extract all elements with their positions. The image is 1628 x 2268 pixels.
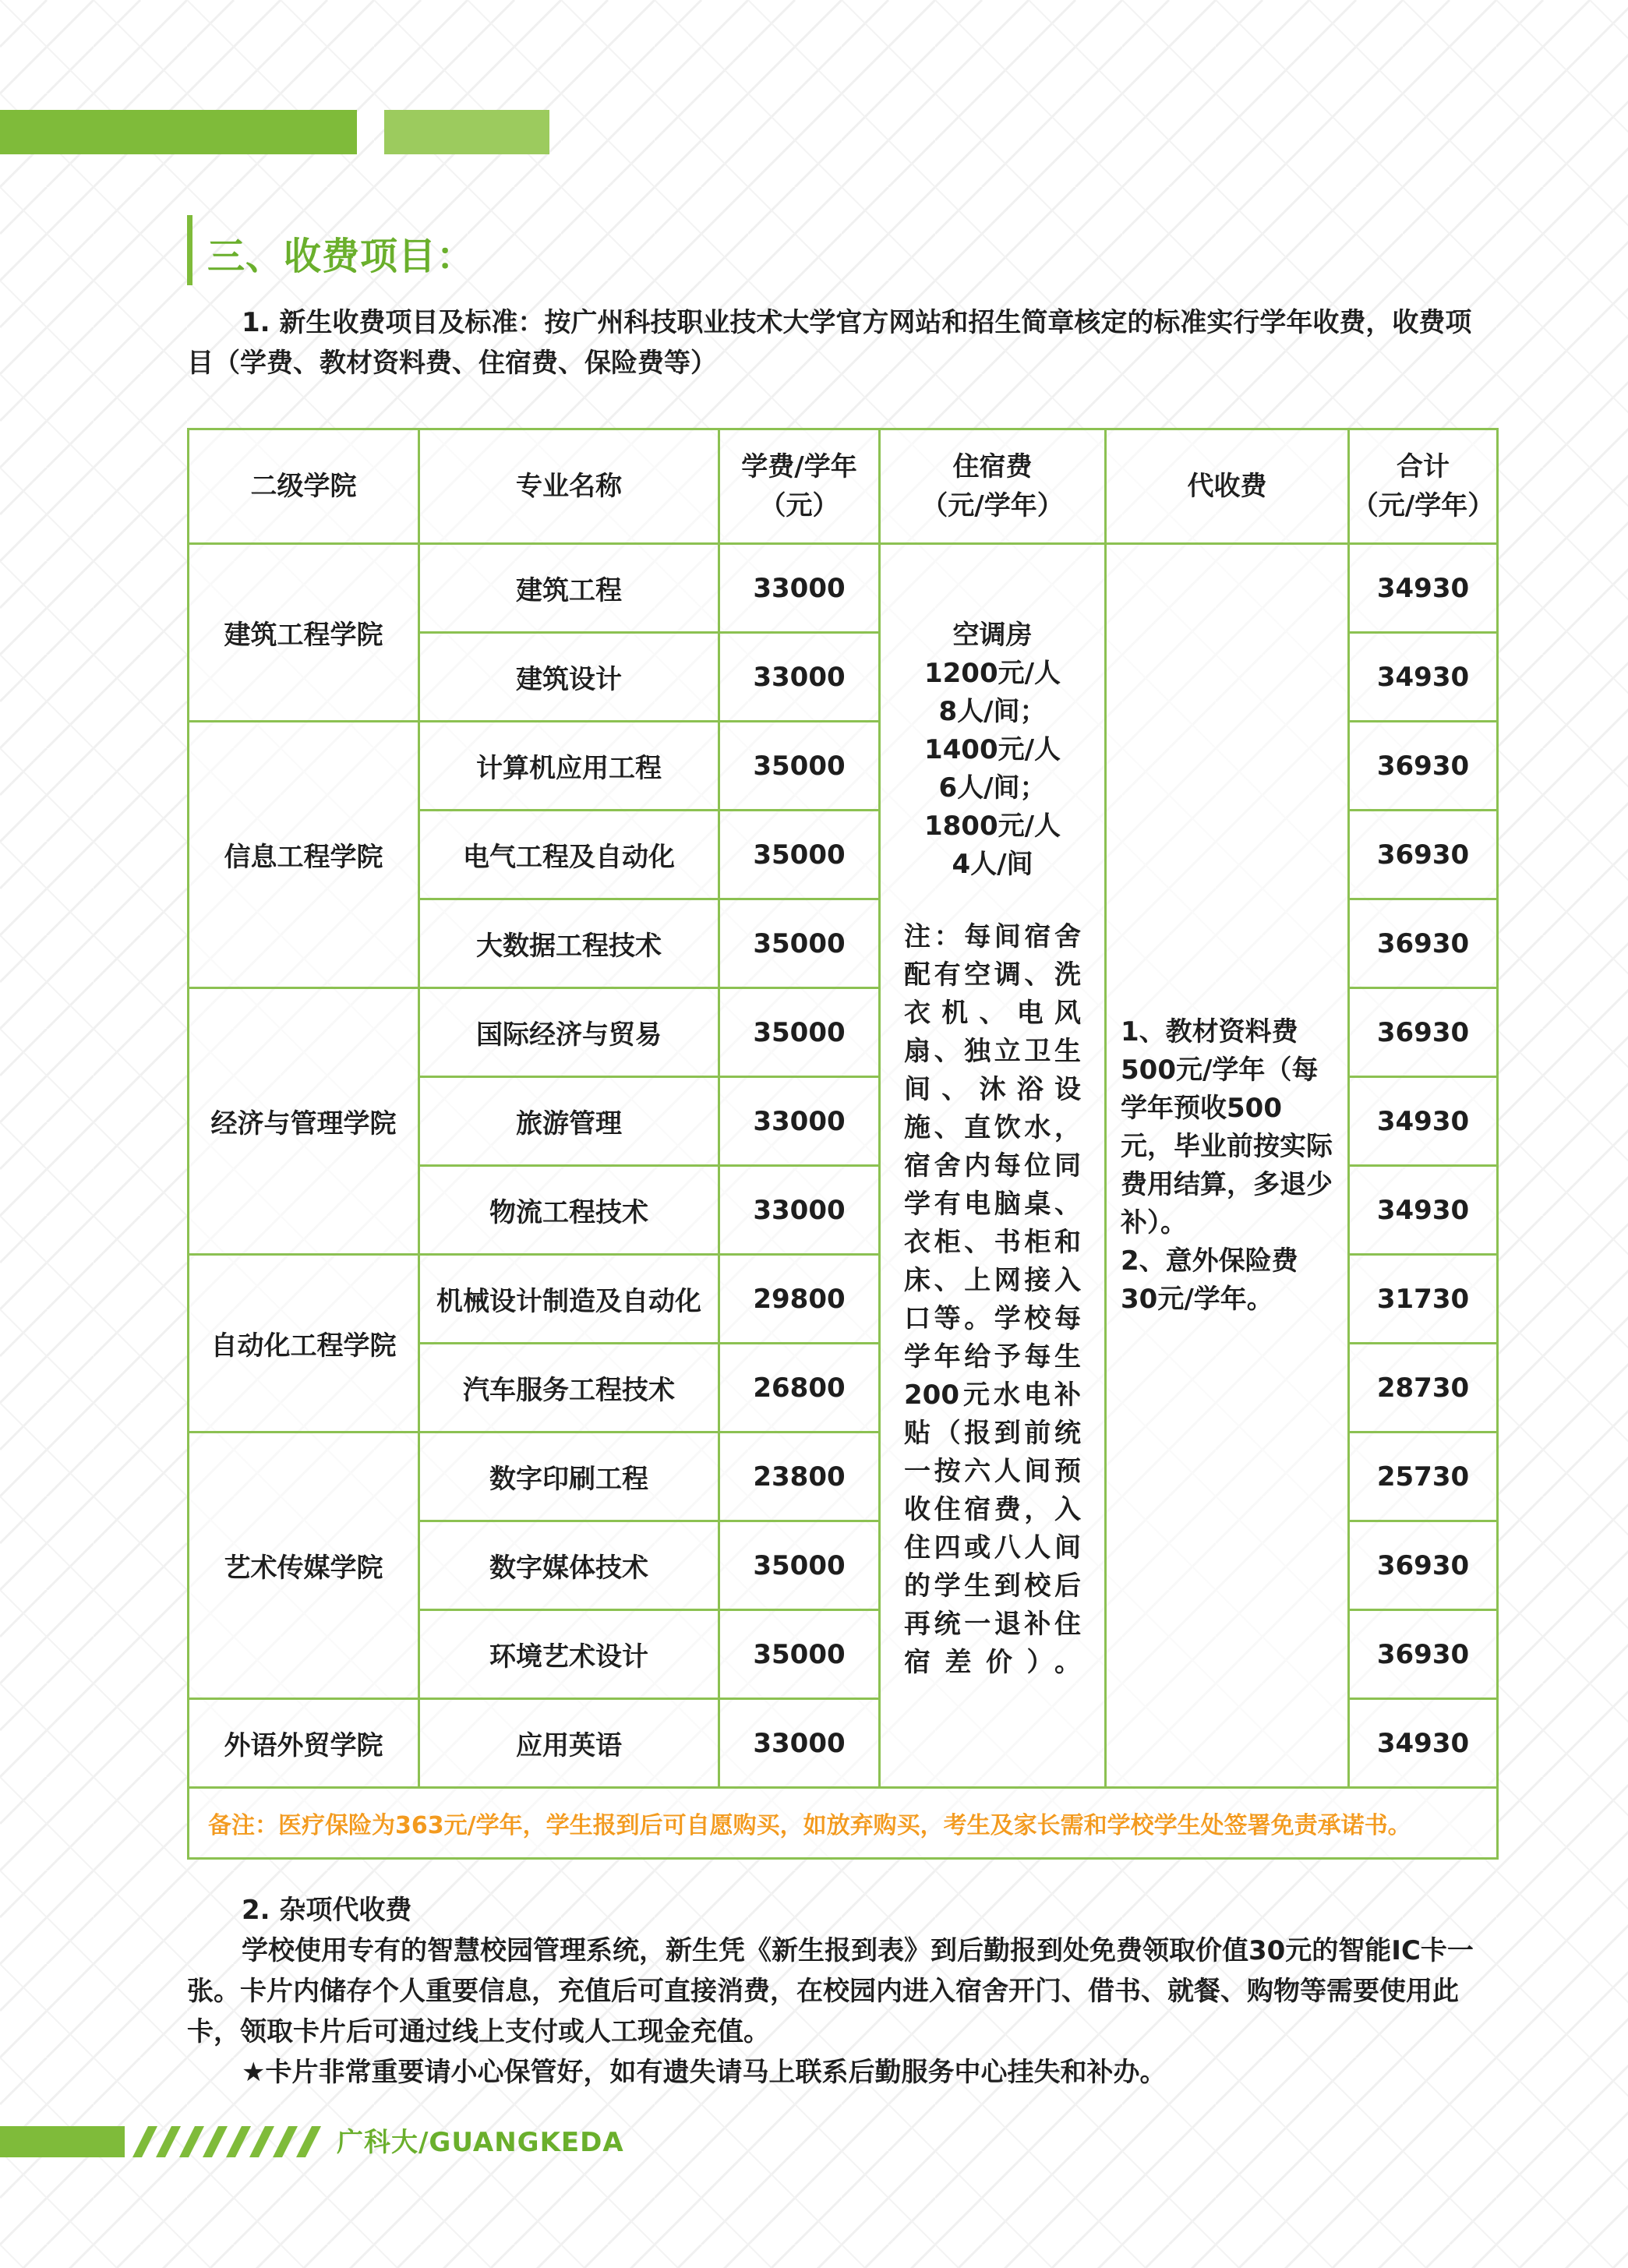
tuition-cell: 29800: [719, 1255, 880, 1344]
total-cell: 36930: [1349, 811, 1498, 899]
total-cell: 36930: [1349, 899, 1498, 988]
major-cell: 环境艺术设计: [419, 1610, 719, 1699]
major-cell: 旅游管理: [419, 1077, 719, 1166]
tuition-cell: 33000: [719, 1077, 880, 1166]
total-cell: 28730: [1349, 1344, 1498, 1433]
total-cell: 34930: [1349, 633, 1498, 722]
dorm-line: 1200元/人: [923, 658, 1061, 689]
header-major: 专业名称: [419, 429, 719, 544]
agent-item-textbook: 1、教材资料费500元/学年（每学年预收500元，毕业前按实际费用结算，多退少补）。: [1121, 1016, 1333, 1238]
total-cell: 34930: [1349, 1699, 1498, 1788]
major-cell: 汽车服务工程技术: [419, 1344, 719, 1433]
tuition-cell: 35000: [719, 1610, 880, 1699]
header-tuition: 学费/学年 （元）: [719, 429, 880, 544]
total-cell: 36930: [1349, 1521, 1498, 1610]
total-cell: 25730: [1349, 1433, 1498, 1521]
major-cell: 建筑设计: [419, 633, 719, 722]
major-cell: 大数据工程技术: [419, 899, 719, 988]
fee-table: [187, 428, 1499, 1860]
tuition-cell: 35000: [719, 988, 880, 1077]
total-cell: 36930: [1349, 722, 1498, 811]
tuition-cell: 33000: [719, 544, 880, 633]
total-cell: 31730: [1349, 1255, 1498, 1344]
header-college: 二级学院: [189, 429, 419, 544]
table-row: [189, 544, 1498, 633]
dorm-note: 注：每间宿舍配有空调、洗衣机、电风扇、独立卫生间、沐浴设施、直饮水，宿舍内每位同学有电脑桌、衣柜、书柜和床、上网接入口等。学校每学年给予每生200元水电补贴（报到前统一按六人间预收住宿费，入住四或八人间的学生到校后再统一退补住宿差价）。: [904, 921, 1081, 1678]
total-cell: 34930: [1349, 1166, 1498, 1255]
college-cell: 艺术传媒学院: [189, 1433, 419, 1699]
misc-section: [187, 1890, 1496, 2093]
misc-title: 2. 杂项代收费: [242, 1895, 412, 1926]
table-remark-row: [189, 1788, 1498, 1859]
section-title: 三、收费项目：: [207, 235, 475, 278]
agent-item-insurance: 2、意外保险费30元/学年。: [1121, 1245, 1298, 1315]
dorm-line: 1400元/人: [923, 734, 1061, 765]
tuition-cell: 35000: [719, 1521, 880, 1610]
remark-note: 备注：医疗保险为363元/学年，学生报到后可自愿购买，如放弃购买，考生及家长需和学校学生处签署免责承诺书。: [189, 1788, 1498, 1859]
dorm-line: 4人/间: [952, 849, 1033, 880]
college-cell: 外语外贸学院: [189, 1699, 419, 1788]
header-dorm: 住宿费 （元/学年）: [880, 429, 1106, 544]
intro-paragraph: [187, 302, 1496, 383]
major-cell: 电气工程及自动化: [419, 811, 719, 899]
major-cell: 计算机应用工程: [419, 722, 719, 811]
tuition-cell: 35000: [719, 811, 880, 899]
header-total: 合计 （元/学年）: [1349, 429, 1498, 544]
college-cell: 经济与管理学院: [189, 988, 419, 1255]
header-accent-bar-short: [384, 110, 549, 154]
major-cell: 数字媒体技术: [419, 1521, 719, 1610]
major-cell: 数字印刷工程: [419, 1433, 719, 1521]
total-cell: 34930: [1349, 1077, 1498, 1166]
tuition-cell: 26800: [719, 1344, 880, 1433]
major-cell: 国际经济与贸易: [419, 988, 719, 1077]
tuition-cell: 35000: [719, 722, 880, 811]
section-title-marker: [187, 215, 192, 285]
major-cell: 应用英语: [419, 1699, 719, 1788]
tuition-cell: 35000: [719, 899, 880, 988]
total-cell: 36930: [1349, 988, 1498, 1077]
header-accent-bar: [0, 110, 357, 154]
dorm-line: 8人/间；: [938, 696, 1047, 727]
major-cell: 物流工程技术: [419, 1166, 719, 1255]
dorm-fee-cell: [880, 544, 1106, 1788]
intro-text: 1. 新生收费项目及标准：按广州科技职业技术大学官方网站和招生简章核定的标准实行学年收费，收费项目（学费、教材资料费、住宿费、保险费等）: [187, 307, 1472, 379]
tuition-cell: 33000: [719, 1699, 880, 1788]
dorm-line: 1800元/人: [923, 811, 1061, 842]
major-cell: 建筑工程: [419, 544, 719, 633]
college-cell: 建筑工程学院: [189, 544, 419, 722]
footer-brand: 广科大/GUANGKEDA: [337, 2127, 624, 2158]
dorm-line: 空调房: [952, 620, 1033, 651]
major-cell: 机械设计制造及自动化: [419, 1255, 719, 1344]
misc-paragraph: 学校使用专有的智慧校园管理系统，新生凭《新生报到表》到后勤报到处免费领取价值30元的智能IC卡一张。卡片内储存个人重要信息，充值后可直接消费，在校园内进入宿舍开门、借书、就餐、购物等需要使用此卡，领取卡片后可通过线上支付或人工现金充值。: [187, 1935, 1474, 2047]
college-cell: 信息工程学院: [189, 722, 419, 988]
tuition-cell: 33000: [719, 633, 880, 722]
header-agent: 代收费: [1106, 429, 1349, 544]
total-cell: 34930: [1349, 544, 1498, 633]
tuition-cell: 33000: [719, 1166, 880, 1255]
footer-stripes: [0, 2121, 327, 2162]
dorm-line: 6人/间；: [938, 772, 1047, 804]
college-cell: 自动化工程学院: [189, 1255, 419, 1433]
table-header-row: [189, 429, 1498, 544]
tuition-cell: 23800: [719, 1433, 880, 1521]
total-cell: 36930: [1349, 1610, 1498, 1699]
agent-fee-cell: [1106, 544, 1349, 1788]
misc-warning: ★卡片非常重要请小心保管好，如有遗失请马上联系后勤服务中心挂失和补办。: [242, 2057, 1167, 2088]
